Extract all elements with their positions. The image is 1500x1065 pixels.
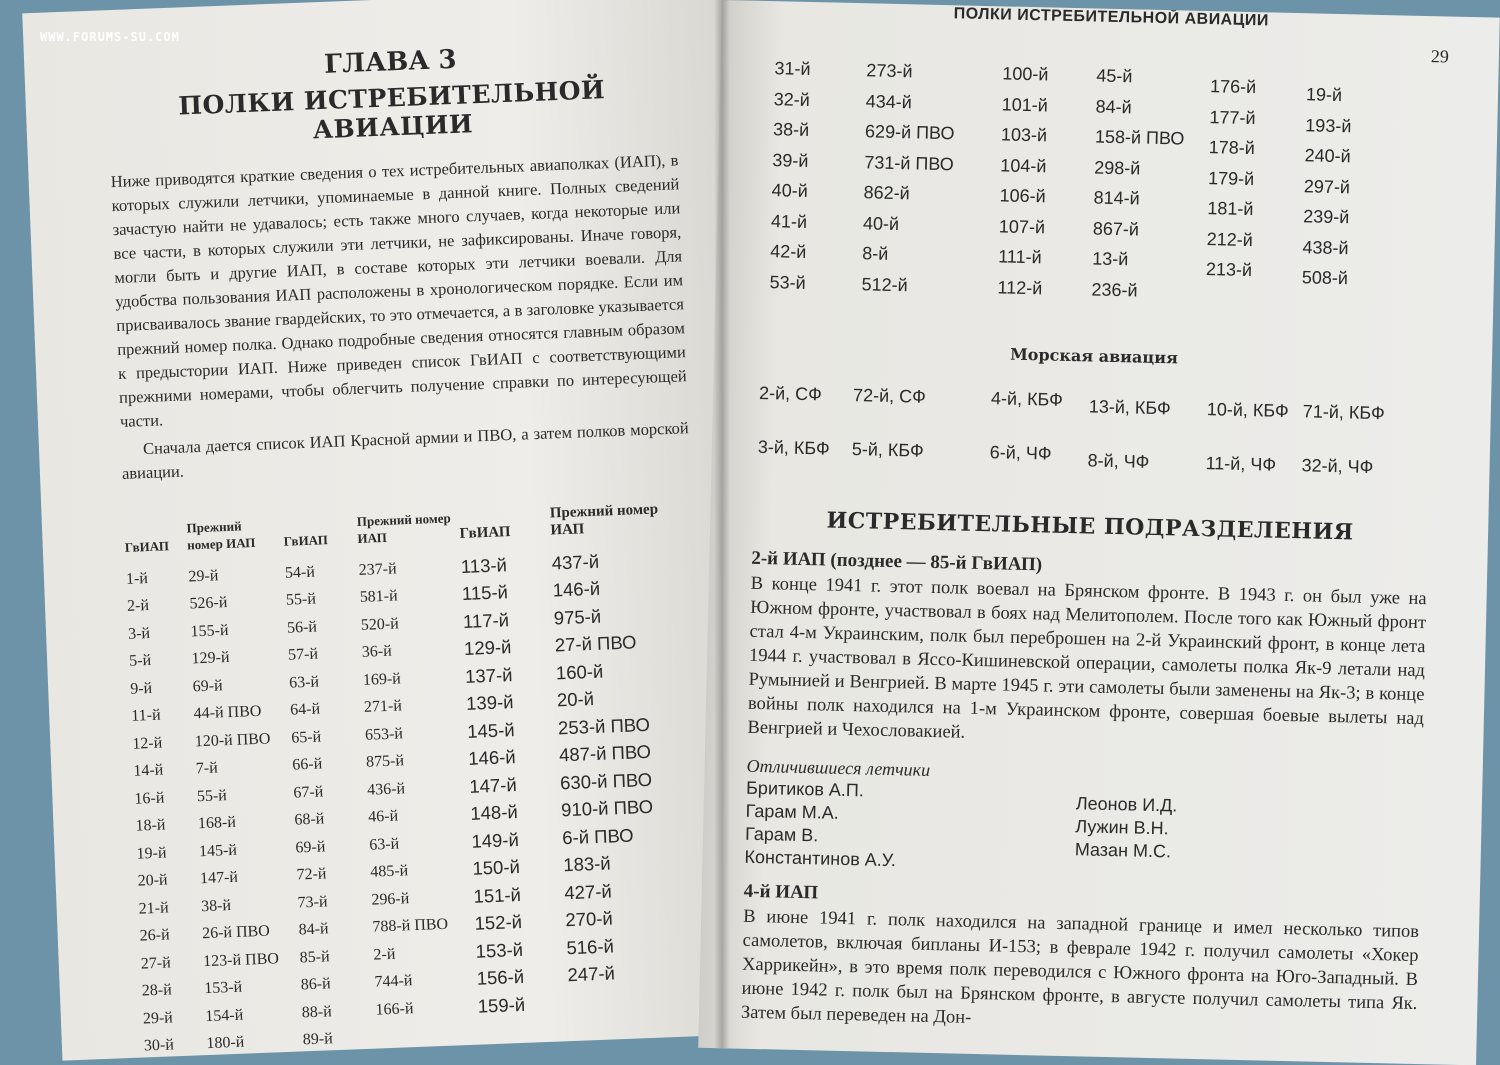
table-cell: 148-й xyxy=(469,801,519,825)
naval-regiment: 5-й, КБФ xyxy=(851,439,924,461)
table-cell: 160-й xyxy=(555,660,604,684)
page-number: 29 xyxy=(1430,46,1450,67)
table-cell: 20-й xyxy=(556,688,595,711)
table-cell: 55-й xyxy=(285,590,317,609)
naval-regiment: 72-й, СФ xyxy=(852,385,927,407)
table-cell: 89-й xyxy=(302,1030,334,1049)
naval-regiment: 2-й, СФ xyxy=(758,382,823,405)
table-cell: 129-й xyxy=(191,649,230,668)
pilot-name: Лужин В.Н. xyxy=(1075,816,1169,839)
regiment-number: 40-й xyxy=(862,212,900,234)
table-cell xyxy=(569,1011,712,1044)
intro xyxy=(110,148,690,486)
pilot-name: Гарам М.А. xyxy=(745,800,839,823)
table-cell: 516-й xyxy=(566,935,615,958)
regiment-number: 814-й xyxy=(1093,187,1140,209)
regiment-number: 213-й xyxy=(1205,259,1253,281)
intro-paragraph: Сначала дается список ИАП Красной армии и ПВО, а затем полков морской авиации. xyxy=(121,418,690,483)
table-cell: 67-й xyxy=(293,783,324,802)
table-cell: 20-й xyxy=(137,871,168,890)
regiment-number: 178-й xyxy=(1208,137,1256,159)
regiment-number: 508-й xyxy=(1301,267,1349,289)
table-cell: 120-й ПВО xyxy=(194,730,271,751)
table-cell: 271-й xyxy=(363,697,403,717)
regiment-number-list xyxy=(757,53,1438,318)
table-cell: 85-й xyxy=(299,948,330,967)
chapter-title: ПОЛКИ ИСТРЕБИТЕЛЬНОЙ АВИАЦИИ xyxy=(177,75,606,145)
table-cell: 56-й xyxy=(286,618,318,637)
table-cell: 117-й xyxy=(462,608,510,632)
table-cell: 69-й xyxy=(295,838,326,857)
regiment-number: 39-й xyxy=(772,149,809,171)
regiment-number: 867-й xyxy=(1092,217,1140,240)
regiment-number: 31-й xyxy=(774,58,811,80)
regiment-number: 629-й ПВО xyxy=(864,121,955,144)
table-cell: 1-й xyxy=(125,569,149,588)
table-cell: 153-й xyxy=(203,978,243,998)
table-cell: 744-й xyxy=(374,972,413,991)
table-cell: 68-й xyxy=(294,810,325,829)
pilot-name: Гарам В. xyxy=(744,823,819,846)
table-cell: 18-й xyxy=(135,816,166,835)
table-header: Прежний номер ИАП xyxy=(356,510,451,546)
table-cell: 147-й xyxy=(199,869,239,888)
chapter-label: ГЛАВА 3 xyxy=(323,44,458,80)
table-cell: 788-й ПВО xyxy=(372,916,449,936)
table-cell: 115-й xyxy=(461,581,509,605)
table-cell: 153-й xyxy=(475,938,524,962)
table-cell: 155-й xyxy=(190,621,229,641)
table-cell: 520-й xyxy=(360,615,400,634)
table-cell: 55-й xyxy=(196,786,228,806)
table-cell: 910-й ПВО xyxy=(560,796,654,821)
table-cell: 875-й xyxy=(365,752,405,772)
table-cell: 485-й xyxy=(370,862,409,881)
table-cell: 149-й xyxy=(471,828,520,852)
regiment-number: 41-й xyxy=(770,210,808,232)
naval-regiment: 6-й, ЧФ xyxy=(989,442,1052,464)
regiment-number: 438-й xyxy=(1302,236,1349,258)
table-cell: 11-й xyxy=(131,706,161,726)
table-cell: 151-й xyxy=(473,883,522,907)
naval-regiment-list xyxy=(753,382,1431,497)
intro-paragraph: Ниже приводятся краткие сведения о тех истребительных авиаполках (ИАП), в которых служили летчики, упоминаемые в данной книге. Полных сведений зачастую найти не удавалось; есть также много случаев, когда некоторые или все части, в которых служили эти летчики, не зафиксированы. Иначе говоря, могли быть и другие ИАП, в составе которых эти летчики воевали. Для удобства пользования ИАП расположены в хронологическом порядке. Если им присваивалось звание гвардейских, то это отмечается, а в заголовке указывается прежний номер полка. Однако подробные сведения относятся главным образом к предыстории ИАП. Ниже приведен список ГвИАП с соответствующими прежними номерами, чтобы облегчить получение справки по интересующей части. xyxy=(110,150,688,431)
table-cell: 152-й xyxy=(474,911,523,934)
table-cell: 19-й xyxy=(136,844,167,863)
naval-aviation-heading: Морская авиация xyxy=(1009,344,1179,368)
table-cell: 183-й xyxy=(562,852,612,876)
regiment-number: 38-й xyxy=(772,119,810,141)
table-cell: 129-й xyxy=(463,636,512,660)
table-cell: 36-й xyxy=(361,642,393,662)
table-cell: 73-й xyxy=(297,893,328,912)
table-cell: 146-й xyxy=(467,746,517,770)
regiment-number: 19-й xyxy=(1305,84,1343,106)
table-cell: 169-й xyxy=(362,670,402,689)
regiment-number: 177-й xyxy=(1209,106,1256,128)
table-cell: 487-й ПВО xyxy=(558,741,652,766)
pilot-name: Бритиков А.П. xyxy=(745,777,865,801)
table-cell: 27-й xyxy=(140,954,172,973)
regiment-number: 45-й xyxy=(1096,65,1133,87)
table-header: ГвИАП xyxy=(283,532,329,549)
table-cell: 2-й xyxy=(373,945,396,964)
table-cell: 69-й xyxy=(192,676,223,696)
naval-regiment: 32-й, ЧФ xyxy=(1301,455,1374,477)
section-heading: ИСТРЕБИТЕЛЬНЫЕ ПОДРАЗДЕЛЕНИЯ xyxy=(826,507,1355,546)
right-page xyxy=(698,0,1500,1065)
table-cell: 145-й xyxy=(198,841,238,861)
pilots-heading: Отличившиеся летчики xyxy=(746,755,931,780)
table-cell: 3-й xyxy=(127,624,151,643)
regiment-number: 84-й xyxy=(1095,96,1132,117)
regiment-number: 212-й xyxy=(1206,228,1254,250)
regiment-number: 181-й xyxy=(1207,198,1254,220)
guards-regiment-table xyxy=(124,500,712,1060)
table-cell: 54-й xyxy=(284,563,316,582)
table-cell: 253-й ПВО xyxy=(557,713,651,739)
unit-description: В конце 1941 г. этот полк воевал на Брянском фронте. В 1943 г. он был уже на Южном фронте, участвовал в боях над Мелитополем. После того как Южный фронт стал 4-м Украинским, полк был переброшен на 2-й Украинский фронт, в конце лета 1944 г. участвовал в Яссо-Кишиневской операции, самолеты полка Як-9 летали над Румынией и Венгрией. В марте 1945 г. эти самолеты были заменены на Як-3; в конце войны полк находился на 1-м Украинском фронте, совершая боевые вылеты над Венгрией и Чехословакией. xyxy=(747,573,1427,743)
pilots-column xyxy=(744,777,1076,876)
table-cell: 66-й xyxy=(292,755,323,774)
regiment-number: 106-й xyxy=(999,185,1046,207)
table-cell: 29-й xyxy=(188,567,219,586)
table-cell: 180-й xyxy=(206,1033,245,1053)
table-cell: 44-й ПВО xyxy=(193,703,262,723)
table-cell: 63-й xyxy=(368,835,400,854)
regiment-number: 297-й xyxy=(1303,175,1351,197)
table-cell: 12-й xyxy=(132,734,163,753)
regiment-column xyxy=(1091,61,1186,307)
regiment-number: 176-й xyxy=(1209,76,1257,98)
regiment-column xyxy=(861,55,956,301)
table-cell: 7-й xyxy=(195,759,219,778)
table-cell: 150-й xyxy=(472,856,521,880)
regiment-number: 240-й xyxy=(1304,145,1351,167)
left-page xyxy=(22,0,762,1061)
table-cell: 296-й xyxy=(371,889,410,909)
unit-heading: 4-й ИАП xyxy=(743,880,819,904)
table-cell: 38-й xyxy=(200,896,232,915)
table-cell: 437-й xyxy=(551,550,600,574)
table-cell: 84-й xyxy=(298,920,329,939)
table-cell: 46-й xyxy=(367,807,399,826)
table-cell: 147-й xyxy=(468,773,518,797)
regiment-column xyxy=(1206,71,1257,285)
regiment-number: 32-й xyxy=(773,88,811,110)
table-cell: 65-й xyxy=(290,728,322,747)
pilot-name: Константинов А.У. xyxy=(744,846,897,871)
table-cell: 16-й xyxy=(134,789,165,808)
regiment-number: 111-й xyxy=(998,246,1042,268)
table-header: Прежний номер ИАП xyxy=(549,501,659,539)
naval-regiment: 11-й, ЧФ xyxy=(1205,453,1277,475)
naval-regiment: 10-й, КБФ xyxy=(1206,399,1289,421)
naval-regiment: 71-й, КБФ xyxy=(1302,401,1385,424)
regiment-number: 731-й ПВО xyxy=(864,151,955,174)
regiment-number: 107-й xyxy=(998,215,1046,237)
table-cell: 5-й xyxy=(128,652,152,671)
naval-regiment: 13-й, КБФ xyxy=(1088,396,1171,419)
regiment-column xyxy=(1302,79,1353,293)
regiment-number: 158-й ПВО xyxy=(1094,126,1185,149)
table-cell: 145-й xyxy=(466,718,515,742)
regiment-number: 193-й xyxy=(1305,114,1352,136)
table-header: Прежний номер ИАП xyxy=(186,518,256,553)
table-cell: 154-й xyxy=(205,1006,244,1025)
pilot-name: Мазан М.С. xyxy=(1074,839,1172,862)
regiment-number: 236-й xyxy=(1091,278,1138,301)
regiment-number: 298-й xyxy=(1094,156,1141,179)
table-cell: 630-й ПВО xyxy=(559,768,653,794)
table-cell: 139-й xyxy=(465,691,514,715)
table-cell: 30-й xyxy=(143,1036,175,1055)
table-cell: 237-й xyxy=(358,560,397,579)
table-cell: 975-й xyxy=(553,605,602,629)
table-cell: 27-й ПВО xyxy=(554,631,637,656)
table-cell: 156-й xyxy=(476,966,525,989)
unit-heading: 2-й ИАП (позднее — 85-й ГвИАП) xyxy=(751,547,1043,576)
table-cell: 166-й xyxy=(375,999,414,1019)
regiment-number: 100-й xyxy=(1002,63,1049,85)
regiment-number: 13-й xyxy=(1092,248,1129,270)
regiment-number: 512-й xyxy=(861,273,908,295)
running-head-title: ПОЛКИ ИСТРЕБИТЕЛЬНОЙ АВИАЦИИ xyxy=(953,5,1270,30)
regiment-number: 434-й xyxy=(865,90,913,112)
regiment-number: 42-й xyxy=(770,241,807,262)
regiment-number: 40-й xyxy=(771,180,808,201)
table-cell: 2-й xyxy=(126,597,150,616)
regiment-number: 112-й xyxy=(997,276,1043,298)
regiment-number: 273-й xyxy=(866,60,913,82)
regiment-number: 8-й xyxy=(862,243,889,264)
regiment-column xyxy=(769,53,811,298)
table-cell: 168-й xyxy=(197,814,237,833)
regiment-number: 53-й xyxy=(769,271,806,293)
pilots-list xyxy=(744,777,1422,884)
table-cell: 123-й ПВО xyxy=(202,950,280,970)
table-cell: 270-й xyxy=(565,907,614,931)
table-header: ГвИАП xyxy=(459,524,511,543)
table-cell: 88-й xyxy=(301,1003,333,1022)
regiment-number: 239-й xyxy=(1303,206,1350,228)
regiment-number: 104-й xyxy=(1000,154,1047,176)
table-cell: 28-й xyxy=(141,981,173,1000)
table-cell: 526-й xyxy=(189,594,228,613)
table-cell xyxy=(376,1020,479,1051)
table-cell: 113-й xyxy=(460,553,508,577)
table-cell: 146-й xyxy=(552,577,601,601)
table-cell: 427-й xyxy=(563,880,613,904)
naval-regiment: 4-й, КБФ xyxy=(990,388,1064,410)
regiment-number: 103-й xyxy=(1000,124,1048,146)
table-cell: 653-й xyxy=(364,725,404,744)
regiment-number: 179-й xyxy=(1207,167,1255,189)
table-cell: 581-й xyxy=(359,587,398,607)
regiment-column xyxy=(997,58,1049,303)
table-cell: 64-й xyxy=(289,700,321,719)
table-cell: 159-й xyxy=(477,993,526,1017)
table-cell: 436-й xyxy=(366,780,406,799)
table-cell: 26-й xyxy=(139,926,170,945)
table-cell: 63-й xyxy=(288,673,320,692)
table-header: ГвИАП xyxy=(124,538,170,555)
regiment-number: 862-й xyxy=(863,182,910,204)
table-cell: 247-й xyxy=(567,962,616,986)
table-cell: 9-й xyxy=(129,679,153,698)
table-body xyxy=(126,544,713,1060)
book-gutter xyxy=(714,0,730,1048)
table-cell: 137-й xyxy=(464,663,513,687)
naval-regiment: 8-й, ЧФ xyxy=(1087,450,1150,472)
naval-regiment: 3-й, КБФ xyxy=(757,436,830,459)
table-cell: 29-й xyxy=(142,1009,174,1028)
table-cell: 72-й xyxy=(296,865,327,884)
running-head xyxy=(763,1,1450,67)
table-cell xyxy=(478,1017,570,1048)
table-cell: 57-й xyxy=(287,645,319,664)
regiment-number: 101-й xyxy=(1001,93,1049,115)
table-cell: 86-й xyxy=(300,975,331,994)
table-cell: 21-й xyxy=(138,899,169,918)
pilot-name: Леонов И.Д. xyxy=(1075,793,1178,816)
unit-description: В июне 1941 г. полк находился на западной границе и имел несколько типов самолетов, включая бипланы И-153; в феврале 1942 г. получил самолеты «Хокер Харрикейн», в это время полк переводился с Южного фронта на Юго-Западный. В июне 1942 г. полк был на Брянском фронте, в августе получил самолеты типа Як. Затем был переведен на Дон- xyxy=(740,906,1420,1028)
table-cell: 14-й xyxy=(133,761,164,780)
table-cell: 26-й ПВО xyxy=(201,922,271,943)
table-cell: 6-й ПВО xyxy=(561,824,634,849)
pilots-column xyxy=(1074,784,1178,878)
watermark: WWW.FORUMS-SU.COM xyxy=(40,30,180,44)
